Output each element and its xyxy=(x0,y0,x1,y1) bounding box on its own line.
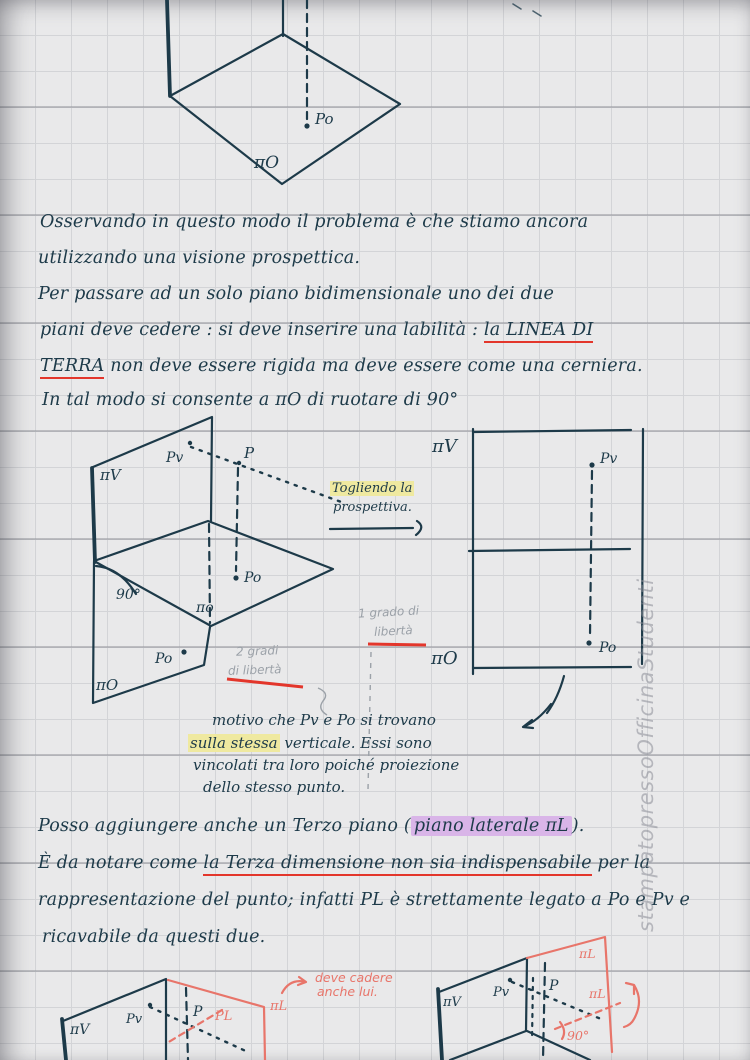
pi-o-fold-label: πo xyxy=(196,600,214,616)
top-line xyxy=(474,430,631,432)
center-note-line1: motivo che Pv e Po si trovano xyxy=(212,711,436,729)
sight-dotted-line xyxy=(191,447,344,503)
transition-arrow xyxy=(330,521,421,535)
terra-underlined: TERRA xyxy=(40,356,104,379)
pv-label: Pv xyxy=(126,1012,143,1027)
pv-label: Pv xyxy=(493,985,510,1000)
togliendo-highlight: Togliendo la xyxy=(332,481,413,496)
pi-v-left-edge xyxy=(62,1019,66,1060)
mid-left-diagram xyxy=(92,417,344,715)
po-label: Po xyxy=(599,640,617,656)
line4-plain: piani deve cedere : si deve inserire una labilità : xyxy=(40,320,484,340)
pi-v-left-edge xyxy=(438,989,442,1060)
point-label: Po xyxy=(315,110,334,128)
pi-l-top-label: πL xyxy=(579,946,596,961)
pi-v-plane xyxy=(63,979,166,1060)
p-label: P xyxy=(549,978,559,994)
paragraph1-line3: Per passare ad un solo piano bidimensionale uno dei due xyxy=(38,284,555,304)
paragraph1-line5 xyxy=(40,356,643,376)
center-note-line2 xyxy=(188,734,432,752)
paragraph2-line3: rappresentazione del punto; infatti PL è strettamente legato a Po e Pv e xyxy=(38,890,691,910)
horizontal-plane-rhombus xyxy=(170,34,400,184)
po-label: Po xyxy=(244,570,262,586)
po-rotated-label: Po xyxy=(155,651,173,667)
pi-v-label: πV xyxy=(432,436,457,457)
paragraph2-line4: ricavabile da questi due. xyxy=(42,927,266,947)
pi-l-side-label: πL xyxy=(589,986,606,1001)
note-pointer-arrow xyxy=(523,704,551,728)
line1-end: ). xyxy=(571,816,585,836)
pi-v-label: πV xyxy=(70,1022,90,1038)
paragraph1-line4 xyxy=(40,320,593,340)
vertical-plane-edge xyxy=(167,0,170,96)
red-note-arrow xyxy=(282,977,306,993)
two-dof-note-line1: 2 gradi xyxy=(235,643,279,659)
rotation-arrow xyxy=(624,983,639,1027)
p-dashed-vertical xyxy=(543,963,545,1060)
pi-v-left-edge xyxy=(92,468,95,562)
line2-plain: È da notare come xyxy=(38,853,204,873)
paragraph2-line2 xyxy=(38,853,650,873)
po-point-dot xyxy=(233,575,238,580)
line2-end: per la xyxy=(591,853,651,873)
center-note-line4: dello stesso punto. xyxy=(203,778,346,796)
line1-plain: Posso aggiungere anche un Terzo piano ( xyxy=(38,816,411,836)
top-diagram xyxy=(167,0,541,184)
line2-plain: verticale. Essi sono xyxy=(279,734,432,752)
stray-marks xyxy=(513,4,541,16)
pv-point-dot xyxy=(589,462,594,467)
p-point-dot xyxy=(237,461,241,465)
angle-tick xyxy=(560,1022,564,1039)
red-note-line1: deve cadere xyxy=(315,970,393,985)
pi-l-label: πL xyxy=(270,999,288,1014)
two-dof-red-underline xyxy=(227,679,303,687)
bottom-line xyxy=(473,667,631,668)
po-point-dot xyxy=(304,123,309,128)
two-dof-note-line2: di libertà xyxy=(227,662,282,678)
line5-plain: non deve essere rigida ma deve essere come una cerniera. xyxy=(104,356,643,376)
terza-dimensione-underlined: la Terza dimensione non sia indispensabile xyxy=(203,853,591,876)
one-dof-red-underline xyxy=(368,644,426,645)
paragraph1-line6: In tal modo si consente a πO di ruotare di 90° xyxy=(42,390,459,410)
plane-label: πO xyxy=(254,153,280,173)
pv-label: Pv xyxy=(600,451,618,467)
pi-o-label: πO xyxy=(431,648,458,669)
paragraph2-line1 xyxy=(38,816,585,836)
angle-label: 90° xyxy=(116,587,141,603)
pl-label: PL xyxy=(215,1009,233,1024)
linea-di-terra-underlined: la LINEA DI xyxy=(484,320,594,343)
po-rotated-dot xyxy=(181,649,186,654)
watermark-text: stampatopressoOfficinaStudenti xyxy=(634,578,658,932)
po-point-dot xyxy=(586,640,591,645)
stessa-highlight: sulla stessa xyxy=(190,734,278,752)
pi-v-label: πV xyxy=(100,466,121,484)
togliendo-note-line2: prospettiva. xyxy=(333,500,412,515)
pv-point-dot xyxy=(508,978,512,982)
bottom-right-diagram xyxy=(438,937,639,1060)
paragraph1-line1: Osservando in questo modo il problema è che stiamo ancora xyxy=(40,212,589,232)
one-dof-note-line2: libertà xyxy=(373,622,414,640)
ground-line xyxy=(469,549,630,551)
one-dof-note-line1: 1 grado di xyxy=(357,603,420,621)
pv-label: Pv xyxy=(166,450,184,466)
angle-label: 90° xyxy=(567,1028,590,1043)
p-to-po-dashed xyxy=(236,468,238,571)
pi-o-label: πO xyxy=(96,676,119,694)
pv-point-dot xyxy=(148,1003,152,1007)
center-note-line3: vincolati tra loro poiché proiezione xyxy=(193,756,460,774)
pv-po-dashed xyxy=(590,471,592,636)
paragraph1-line2: utilizzando una visione prospettica. xyxy=(38,248,361,268)
red-note-line2: anche lui. xyxy=(317,984,378,999)
piano-laterale-highlight: piano laterale πL xyxy=(411,816,572,836)
fine-dotted-vertical xyxy=(532,978,533,1040)
bottom-left-diagram xyxy=(62,977,306,1060)
p-label: P xyxy=(244,444,255,462)
pi-v-label: πV xyxy=(443,995,461,1010)
pv-point-dot xyxy=(188,441,192,445)
p-label: P xyxy=(193,1004,203,1020)
togliendo-note-line1 xyxy=(330,481,414,496)
